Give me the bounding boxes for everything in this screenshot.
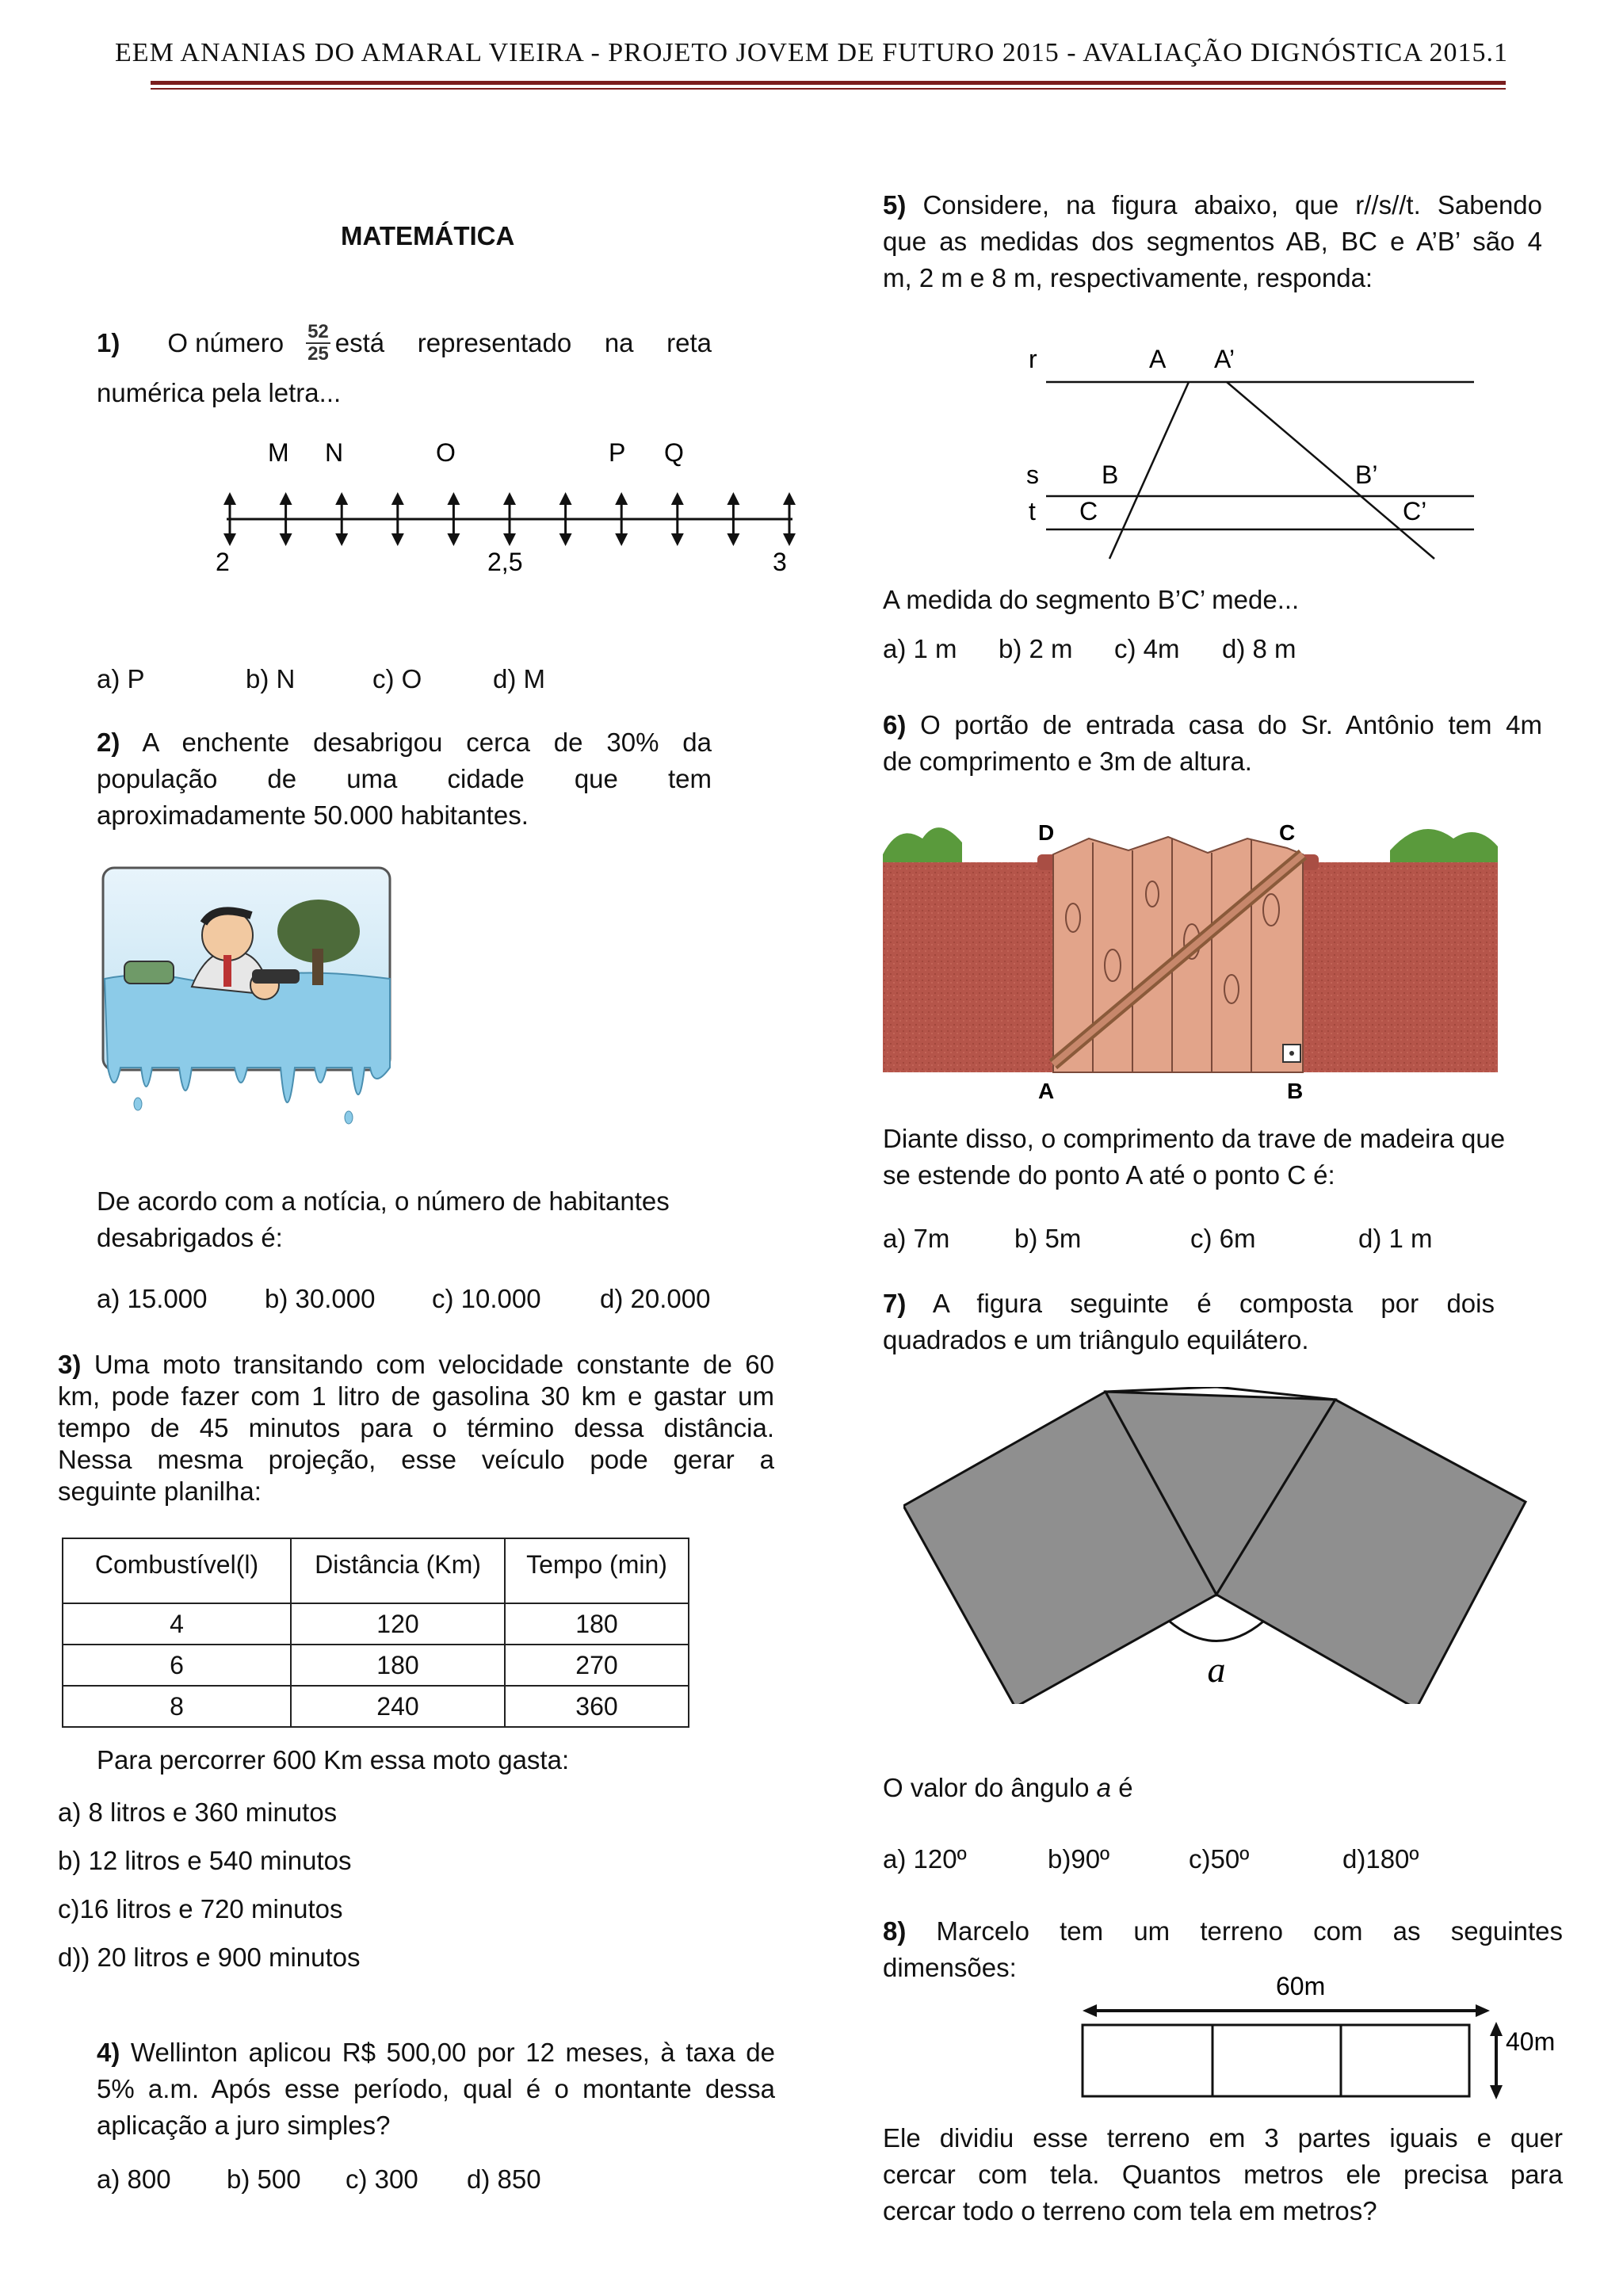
q4-option-a: a) 800 — [97, 2164, 171, 2194]
q1-line2: numérica pela letra... — [97, 378, 342, 407]
height-label: 40m — [1506, 2027, 1556, 2056]
q1-option-c: c) O — [372, 664, 422, 693]
q6-line1 — [883, 707, 1542, 743]
q1-tick-3: 3 — [773, 548, 787, 576]
table-cell: 270 — [505, 1645, 689, 1686]
transversal-2 — [1227, 382, 1434, 559]
q7-question-post: é — [1111, 1773, 1133, 1802]
label-c-prime: C’ — [1403, 497, 1427, 525]
q6-line2: de comprimento e 3m de altura. — [883, 747, 1252, 776]
flood-cartoon-image — [97, 860, 398, 1161]
q3-line5: seguinte planilha: — [58, 1477, 262, 1506]
gate-label-d: D — [1038, 820, 1055, 845]
q3-line1 — [58, 1349, 774, 1381]
gate-label-c: C — [1279, 820, 1296, 845]
right-wall — [1303, 862, 1498, 1072]
q5-line3: m, 2 m e 8 m, respectivamente, responda: — [883, 263, 1373, 292]
q3-option-a: a) 8 litros e 360 minutos — [58, 1797, 338, 1827]
q7-question-pre: O valor do ângulo — [883, 1773, 1097, 1802]
q5-line1 — [883, 187, 1542, 223]
q3-line2: km, pode fazer com 1 litro de gasolina 30 km e gastar um — [58, 1381, 774, 1411]
table-header-row — [63, 1538, 689, 1603]
q2-line2: população de uma cidade que tem — [97, 764, 712, 793]
table-row — [63, 1686, 689, 1727]
table-header-fuel: Combustível(l) — [63, 1538, 291, 1603]
table-cell: 120 — [291, 1603, 505, 1645]
q1-letter-p: P — [609, 438, 626, 467]
q7-number: 7) — [883, 1289, 907, 1318]
q3-number: 3) — [58, 1350, 82, 1379]
page-header: EEM ANANIAS DO AMARAL VIEIRA - PROJETO JOVEM DE FUTURO 2015 - AVALIAÇÃO DIGNÓSTICA 2015.1 — [115, 38, 1508, 67]
q7-option-b: b)90º — [1048, 1844, 1110, 1874]
q6-option-b: b) 5m — [1014, 1224, 1082, 1253]
label-a: A — [1149, 345, 1167, 373]
table-row — [63, 1603, 689, 1645]
subject-title: MATEMÁTICA — [341, 221, 515, 250]
q1-number: 1) — [97, 328, 120, 357]
q1-frac-den: 25 — [307, 343, 329, 365]
q5-option-a: a) 1 m — [883, 634, 957, 663]
q6-number: 6) — [883, 710, 907, 739]
q1-frac-num: 52 — [307, 321, 329, 342]
left-wall — [883, 862, 1053, 1072]
q1-letter-q: Q — [664, 438, 684, 467]
q8-after-1: Ele dividiu esse terreno em 3 partes iguais e quer — [883, 2123, 1563, 2153]
q7-option-c: c)50º — [1189, 1844, 1250, 1874]
q4-line2: 5% a.m. Após esse período, qual é o montante dessa — [97, 2074, 775, 2103]
q1-option-b: b) N — [246, 664, 296, 693]
q1-letter-m: M — [268, 438, 289, 467]
table-header-time: Tempo (min) — [505, 1538, 689, 1603]
header-rule-thin — [151, 88, 1506, 90]
label-b: B — [1102, 460, 1119, 489]
q6-after — [883, 1121, 1542, 1194]
q5-line2: que as medidas dos segmentos AB, BC e A’B’ são 4 — [883, 227, 1542, 256]
angle-label-a: a — [1207, 1649, 1226, 1690]
label-s: s — [1026, 460, 1039, 489]
q3-table — [62, 1538, 689, 1728]
q8-line1 — [883, 1913, 1563, 1950]
q6-option-a: a) 7m — [883, 1224, 950, 1253]
q5-option-c: c) 4m — [1114, 634, 1180, 663]
q2-after-2: desabrigados é: — [97, 1223, 283, 1252]
q4-text — [97, 2034, 775, 2144]
q1-pre: O número — [167, 328, 285, 357]
q5-question: A medida do segmento B’C’ mede... — [883, 585, 1300, 614]
table-cell: 180 — [291, 1645, 505, 1686]
q1-line1 — [97, 322, 712, 365]
q7-text — [883, 1286, 1495, 1358]
q7-question-var: a — [1096, 1773, 1112, 1802]
q6-option-d: d) 1 m — [1358, 1224, 1433, 1253]
q6-text — [883, 707, 1542, 780]
width-label: 60m — [1276, 1972, 1326, 2000]
q4-line3: aplicação a juro simples? — [97, 2111, 391, 2140]
q7-question — [883, 1770, 1133, 1806]
q2-after-1: De acordo com a notícia, o número de habitantes — [97, 1186, 670, 1216]
q7-option-d: d)180º — [1342, 1844, 1419, 1874]
q3-line4: Nessa mesma projeção, esse veículo pode gerar a — [58, 1445, 774, 1474]
q7-text-1: A figura seguinte é composta por dois — [932, 1289, 1495, 1318]
number-line-figure — [198, 432, 816, 583]
gate-figure — [883, 807, 1498, 1100]
q6-after-1: Diante disso, o comprimento da trave de madeira que — [883, 1124, 1506, 1153]
q1-option-a: a) P — [97, 664, 145, 693]
q4-number: 4) — [97, 2038, 120, 2067]
q8-number: 8) — [883, 1916, 907, 1946]
q3-text-1: Uma moto transitando com velocidade constante de 60 — [94, 1350, 774, 1379]
table-cell: 8 — [63, 1686, 291, 1727]
q2-line1 — [97, 724, 712, 761]
q5-option-b: b) 2 m — [999, 634, 1073, 663]
q5-number: 5) — [883, 190, 907, 220]
q3-question: Para percorrer 600 Km essa moto gasta: — [97, 1745, 570, 1775]
q6-option-c: c) 6m — [1190, 1224, 1256, 1253]
q6-text-1: O portão de entrada casa do Sr. Antônio tem 4m — [920, 710, 1542, 739]
q2-line3: aproximadamente 50.000 habitantes. — [97, 800, 529, 830]
q2-text-1: A enchente desabrigou cerca de 30% da — [142, 728, 712, 757]
q4-text-1: Wellinton aplicou R$ 500,00 por 12 meses, à taxa de — [130, 2038, 775, 2067]
q1-letter-o: O — [436, 438, 456, 467]
q1-tick-2-5: 2,5 — [487, 548, 523, 576]
table-row — [63, 1645, 689, 1686]
label-a-prime: A’ — [1214, 345, 1235, 373]
q4-option-b: b) 500 — [227, 2164, 301, 2194]
q1-fraction — [306, 322, 330, 365]
table-cell: 180 — [505, 1603, 689, 1645]
q4-line1 — [97, 2034, 775, 2071]
label-t: t — [1029, 497, 1036, 525]
q2-option-b: b) 30.000 — [265, 1284, 376, 1313]
q3-option-b: b) 12 litros e 540 minutos — [58, 1846, 352, 1875]
q2-option-c: c) 10.000 — [432, 1284, 541, 1313]
terrain-rectangle — [1083, 2025, 1469, 2096]
table-header-distance: Distância (Km) — [291, 1538, 505, 1603]
q3-option-d: d)) 20 litros e 900 minutos — [58, 1943, 361, 1972]
gate-label-b: B — [1287, 1079, 1304, 1100]
label-c: C — [1079, 497, 1098, 525]
table-cell: 4 — [63, 1603, 291, 1645]
q8-after-2: cercar com tela. Quantos metros ele precisa para — [883, 2160, 1563, 2189]
q2-option-d: d) 20.000 — [600, 1284, 711, 1313]
q1-tick-2: 2 — [216, 548, 230, 576]
q2-number: 2) — [97, 728, 120, 757]
label-r: r — [1029, 345, 1037, 373]
q6-after-2: se estende do ponto A até o ponto C é: — [883, 1160, 1335, 1190]
table-cell: 240 — [291, 1686, 505, 1727]
angle-arc — [1170, 1622, 1263, 1641]
q5-text — [883, 187, 1542, 296]
q8-text-1: Marcelo tem um terreno com as seguintes — [936, 1916, 1563, 1946]
gate-label-a: A — [1038, 1079, 1055, 1100]
terrain-figure — [1078, 1962, 1569, 2104]
q4-option-c: c) 300 — [346, 2164, 418, 2194]
q3-option-c: c)16 litros e 720 minutos — [58, 1894, 343, 1924]
q7-option-a: a) 120º — [883, 1844, 967, 1874]
q3-text — [58, 1349, 774, 1507]
transversal-1 — [1109, 382, 1189, 559]
label-b-prime: B’ — [1355, 460, 1378, 489]
q8-after — [883, 2120, 1563, 2229]
q1-option-d: d) M — [493, 664, 545, 693]
parallel-lines-figure — [1022, 341, 1498, 563]
q2-option-a: a) 15.000 — [97, 1284, 208, 1313]
q7-line1 — [883, 1286, 1495, 1322]
q5-option-d: d) 8 m — [1222, 634, 1296, 663]
q8-after-3: cercar todo o terreno com tela em metros? — [883, 2196, 1377, 2225]
q5-text-1: Considere, na figura abaixo, que r//s//t. Sabendo — [922, 190, 1543, 220]
header-rule — [151, 81, 1506, 85]
q7-line2: quadrados e um triângulo equilátero. — [883, 1325, 1309, 1354]
q1-post: está representado na reta — [334, 328, 712, 357]
q1-letter-n: N — [325, 438, 344, 467]
q8-line2: dimensões: — [883, 1953, 1017, 1982]
q3-line3: tempo de 45 minutos para o término dessa distância. — [58, 1413, 774, 1442]
q4-option-d: d) 850 — [467, 2164, 541, 2194]
table-cell: 360 — [505, 1686, 689, 1727]
squares-triangle-figure — [903, 1387, 1529, 1704]
table-cell: 6 — [63, 1645, 291, 1686]
